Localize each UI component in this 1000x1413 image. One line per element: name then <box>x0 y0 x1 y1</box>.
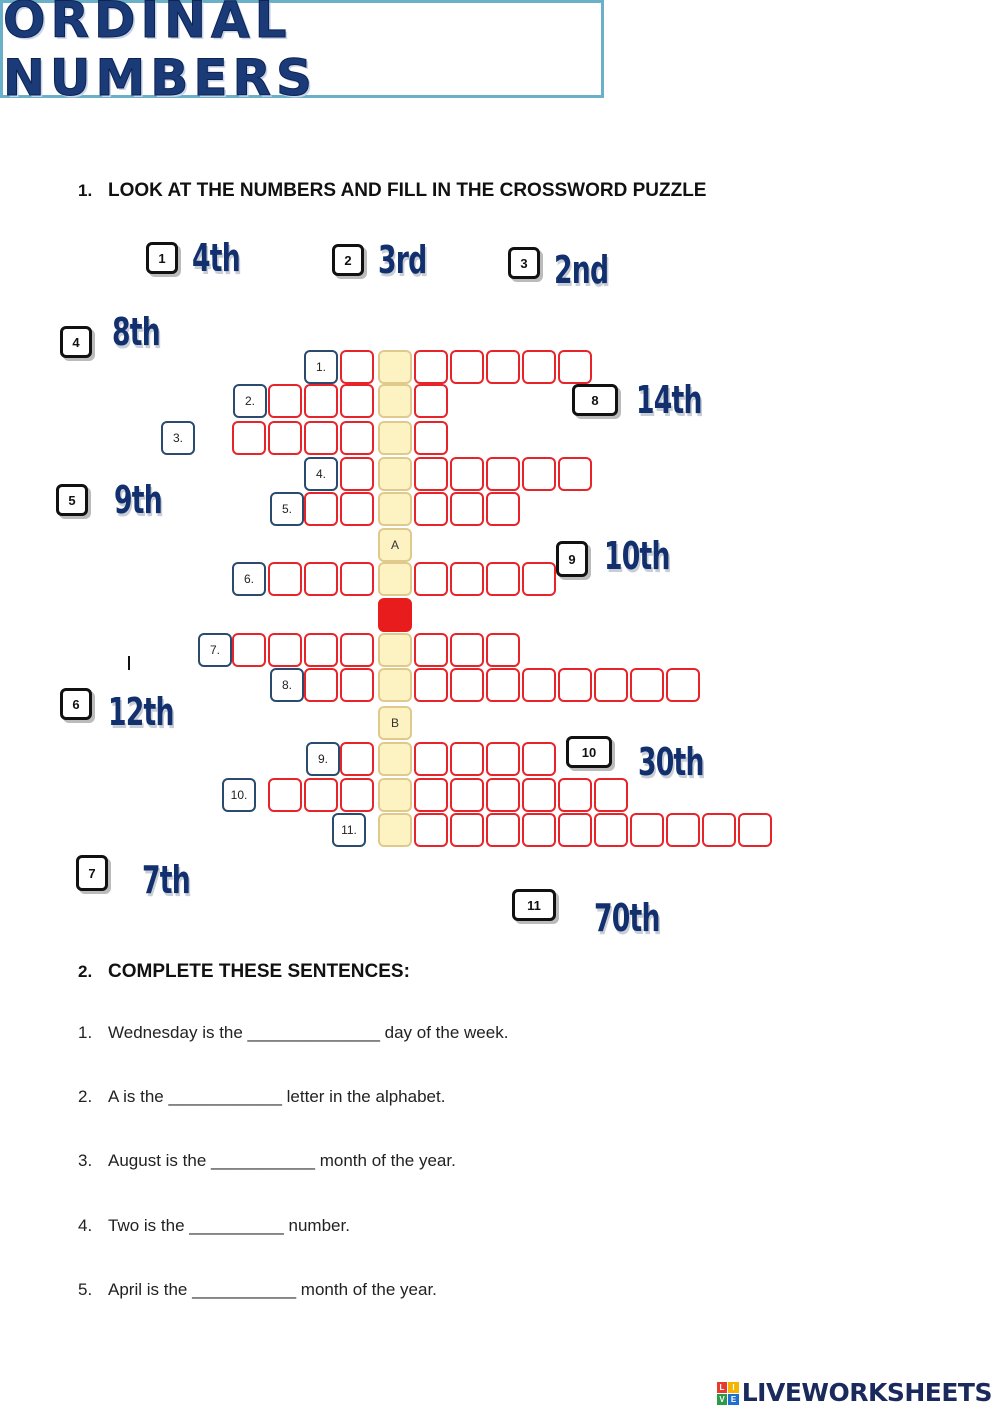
clue-1-value: 4th <box>192 236 240 280</box>
crossword-cell-r2-c4[interactable] <box>340 384 374 418</box>
clue-11-value: 70th <box>594 896 660 940</box>
logo-mark-e: E <box>728 1394 739 1405</box>
crossword-cell-black <box>378 598 412 632</box>
crossword-cell-r10-c9[interactable] <box>522 778 556 812</box>
logo-mark-l: L <box>717 1382 728 1393</box>
crossword-cell-r11-c11[interactable] <box>594 813 628 847</box>
crossword-cell-r7-c2[interactable] <box>268 633 302 667</box>
sentence-4 <box>78 1216 350 1236</box>
crossword-cell-r7-c5[interactable] <box>378 633 412 667</box>
crossword-cell-r2-c5[interactable] <box>378 384 412 418</box>
logo-mark-i: I <box>728 1382 739 1393</box>
crossword-cell-r7-c7[interactable] <box>450 633 484 667</box>
crossword-cell-r8-c13[interactable] <box>666 668 700 702</box>
sentence-1-number: 1. <box>78 1023 93 1042</box>
crossword-cell-r5-c4[interactable] <box>340 492 374 526</box>
sentence-1-text: Wednesday is the ______________ day of the week. <box>108 1023 509 1042</box>
crossword-row-label-8: 8. <box>270 668 304 702</box>
sentence-3-number: 3. <box>78 1151 93 1170</box>
crossword-cell-r6-c8[interactable] <box>486 562 520 596</box>
crossword-cell-r11-c13[interactable] <box>666 813 700 847</box>
clue-4-value: 8th <box>112 310 160 354</box>
crossword-cell-r4-c10[interactable] <box>558 457 592 491</box>
crossword-cell-r10-c2[interactable] <box>268 778 302 812</box>
crossword-row-label-6: 6. <box>232 562 266 596</box>
crossword-cell-r5-c5[interactable] <box>378 492 412 526</box>
crossword-cell-r5-c8[interactable] <box>486 492 520 526</box>
sentence-2 <box>78 1087 445 1107</box>
crossword-cell-r3-c5[interactable] <box>378 421 412 455</box>
sentence-3 <box>78 1151 456 1171</box>
crossword-cell-r9-c8[interactable] <box>486 742 520 776</box>
crossword-cell-r8-c5[interactable] <box>378 668 412 702</box>
crossword-cell-r2-c6[interactable] <box>414 384 448 418</box>
crossword-row-label-5: 5. <box>270 492 304 526</box>
crossword-cell-r1-c7[interactable] <box>450 350 484 384</box>
crossword-cell-r3-c1[interactable] <box>232 421 266 455</box>
sentence-1 <box>78 1023 508 1043</box>
clue-1-badge: 1 <box>146 242 178 274</box>
crossword-cell-r8-c12[interactable] <box>630 668 664 702</box>
crossword-cell-r4-c4[interactable] <box>340 457 374 491</box>
clue-4-badge: 4 <box>60 326 92 358</box>
crossword-cell-r6-c3[interactable] <box>304 562 338 596</box>
clue-8-badge: 8 <box>572 384 618 416</box>
crossword-row-label-11: 11. <box>332 813 366 847</box>
crossword-cell-r8-c6[interactable] <box>414 668 448 702</box>
crossword-row-label-7: 7. <box>198 633 232 667</box>
clue-6-badge: 6 <box>60 688 92 720</box>
crossword-cell-r6-c7[interactable] <box>450 562 484 596</box>
crossword-cell-r1-c4[interactable] <box>340 350 374 384</box>
crossword-cell-r6-c9[interactable] <box>522 562 556 596</box>
sentence-2-number: 2. <box>78 1087 93 1106</box>
crossword-cell-r11-c7[interactable] <box>450 813 484 847</box>
crossword-cell-r3-c3[interactable] <box>304 421 338 455</box>
crossword-cell-r8-c8[interactable] <box>486 668 520 702</box>
clue-3-badge: 3 <box>508 247 540 279</box>
section-2-heading <box>78 961 410 983</box>
crossword-cell-r7-c8[interactable] <box>486 633 520 667</box>
crossword-cell-r10-c10[interactable] <box>558 778 592 812</box>
crossword-row-label-2: 2. <box>233 384 267 418</box>
crossword-cell-r10-c11[interactable] <box>594 778 628 812</box>
crossword-cell-r2-c2[interactable] <box>268 384 302 418</box>
crossword-cell-r9-c6[interactable] <box>414 742 448 776</box>
crossword-cell-r10-c7[interactable] <box>450 778 484 812</box>
logo-text: LIVEWORKSHEETS <box>741 1378 992 1407</box>
crossword-cell-r11-c9[interactable] <box>522 813 556 847</box>
crossword-row-label-1: 1. <box>304 350 338 384</box>
crossword-cell-r7-c1[interactable] <box>232 633 266 667</box>
crossword-cell-r9-c7[interactable] <box>450 742 484 776</box>
crossword-cell-r5-c3[interactable] <box>304 492 338 526</box>
clue-10-value: 30th <box>638 740 704 784</box>
sentence-4-number: 4. <box>78 1216 93 1235</box>
section-1-text: LOOK AT THE NUMBERS AND FILL IN THE CROSSWORD PUZZLE <box>108 180 707 201</box>
crossword-row-label-3: 3. <box>161 421 195 455</box>
crossword-cell-r10-c8[interactable] <box>486 778 520 812</box>
crossword-cell-r2-c3[interactable] <box>304 384 338 418</box>
crossword-cell-r7-c3[interactable] <box>304 633 338 667</box>
crossword-cell-r8-c3[interactable] <box>304 668 338 702</box>
crossword-cell-r1-c8[interactable] <box>486 350 520 384</box>
crossword-cell-r11-c8[interactable] <box>486 813 520 847</box>
crossword-cell-r4-c5[interactable] <box>378 457 412 491</box>
sentence-5-text: April is the ___________ month of the year. <box>108 1280 437 1299</box>
section-2-number: 2. <box>78 962 93 981</box>
sentence-5-number: 5. <box>78 1280 93 1299</box>
crossword-cell-r5-c7[interactable] <box>450 492 484 526</box>
crossword-cell-r6-c5[interactable] <box>378 562 412 596</box>
clue-3-value: 2nd <box>554 248 609 292</box>
crossword-cell-r10-c6[interactable] <box>414 778 448 812</box>
crossword-cell-r8-c11[interactable] <box>594 668 628 702</box>
crossword-cell-r4-c9[interactable] <box>522 457 556 491</box>
crossword-cell-r10-c4[interactable] <box>340 778 374 812</box>
clue-2-badge: 2 <box>332 244 364 276</box>
crossword-cell-r10-c3[interactable] <box>304 778 338 812</box>
clue-10-badge: 10 <box>566 736 612 768</box>
crossword-cell-r1-c10[interactable] <box>558 350 592 384</box>
crossword-cell-r11-c10[interactable] <box>558 813 592 847</box>
crossword-cell-r4-c7[interactable] <box>450 457 484 491</box>
crossword-cell-r11-c15[interactable] <box>738 813 772 847</box>
crossword-cell-r1-c6[interactable] <box>414 350 448 384</box>
section-2-text: COMPLETE THESE SENTENCES: <box>108 961 410 982</box>
clue-6-value: 12th <box>108 690 174 734</box>
crossword-cell-r3-c6[interactable] <box>414 421 448 455</box>
crossword-cell-r8-c4[interactable] <box>340 668 374 702</box>
clue-8-value: 14th <box>636 378 702 422</box>
clue-2-value: 3rd <box>378 238 427 282</box>
sentence-3-text: August is the ___________ month of the year. <box>108 1151 456 1170</box>
crossword-cell-r5-c6[interactable] <box>414 492 448 526</box>
crossword-row-label-4: 4. <box>304 457 338 491</box>
clue-7-badge: 7 <box>76 855 108 891</box>
crossword-cell-r10-c5[interactable] <box>378 778 412 812</box>
crossword-cell-r6-c2[interactable] <box>268 562 302 596</box>
crossword-cell-r4-c8[interactable] <box>486 457 520 491</box>
logo-mark-v: V <box>717 1394 728 1405</box>
crossword-cell-r8-c7[interactable] <box>450 668 484 702</box>
clue-9-value: 10th <box>604 534 670 578</box>
crossword-row-label-10: 10. <box>222 778 256 812</box>
crossword-cell-r9-c4[interactable] <box>340 742 374 776</box>
crossword-cell-r3-c4[interactable] <box>340 421 374 455</box>
crossword-cell-fixed-b: B <box>378 706 412 740</box>
clue-7-value: 7th <box>142 858 190 902</box>
crossword-row-label-9: 9. <box>306 742 340 776</box>
sentence-2-text: A is the ____________ letter in the alphabet. <box>108 1087 446 1106</box>
crossword-cell-r7-c6[interactable] <box>414 633 448 667</box>
crossword-cell-r9-c9[interactable] <box>522 742 556 776</box>
crossword-cell-r8-c9[interactable] <box>522 668 556 702</box>
crossword-cell-r11-c6[interactable] <box>414 813 448 847</box>
crossword-cell-r9-c5[interactable] <box>378 742 412 776</box>
crossword-cell-r8-c10[interactable] <box>558 668 592 702</box>
crossword-cell-r11-c5[interactable] <box>378 813 412 847</box>
clue-5-badge: 5 <box>56 484 88 516</box>
crossword-cell-r3-c2[interactable] <box>268 421 302 455</box>
liveworksheets-logo <box>717 1378 992 1407</box>
page-title: ORDINAL NUMBERS <box>3 0 317 107</box>
crossword-cell-r11-c12[interactable] <box>630 813 664 847</box>
crossword-cell-r11-c14[interactable] <box>702 813 736 847</box>
crossword-cell-r1-c9[interactable] <box>522 350 556 384</box>
crossword-cell-r7-c4[interactable] <box>340 633 374 667</box>
crossword-cell-r6-c6[interactable] <box>414 562 448 596</box>
logo-mark-icon <box>717 1382 739 1404</box>
crossword-cell-r1-c5[interactable] <box>378 350 412 384</box>
clue-5-value: 9th <box>114 478 162 522</box>
crossword-cell-r4-c6[interactable] <box>414 457 448 491</box>
section-1-number: 1. <box>78 181 93 200</box>
clue-9-badge: 9 <box>556 541 588 577</box>
crossword-cell-fixed-a: A <box>378 528 412 562</box>
sentence-4-text: Two is the __________ number. <box>108 1216 350 1235</box>
sentence-5 <box>78 1280 437 1300</box>
crossword-cell-r6-c4[interactable] <box>340 562 374 596</box>
clue-11-badge: 11 <box>512 889 556 921</box>
